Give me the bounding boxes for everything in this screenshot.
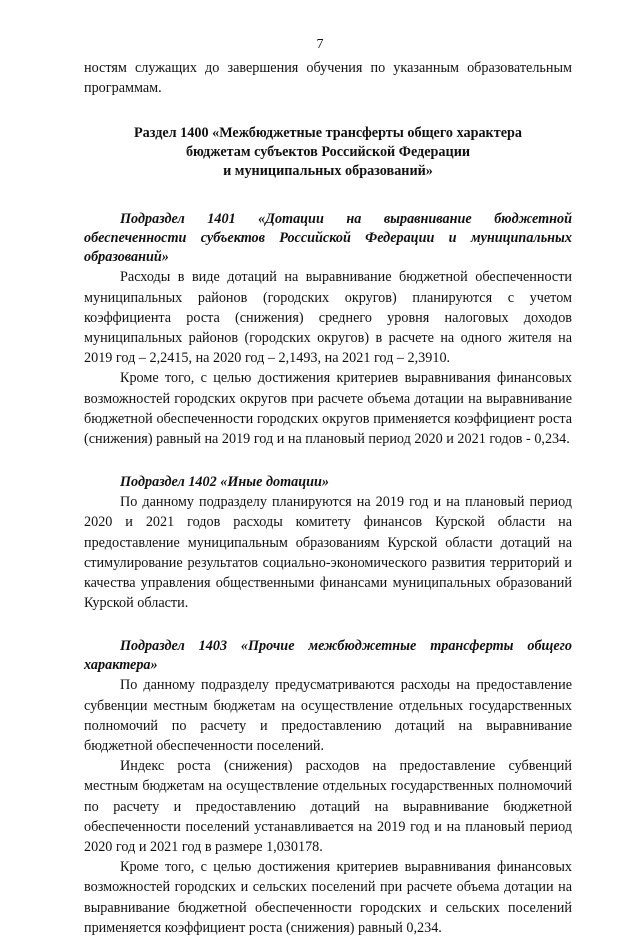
subsection-heading: Подраздел 1401 «Дотации на выравнивание бюджетной обеспеченности субъектов Российской Федерации и муниципальных образований» xyxy=(84,211,572,266)
subsection-heading: Подраздел 1402 «Иные дотации» xyxy=(120,474,329,491)
subsection-1403 xyxy=(84,637,572,938)
page-number: 7 xyxy=(316,37,324,52)
document-body xyxy=(84,58,572,938)
intro-paragraph: ностям служащих до завершения обучения по указанным образовательным программам. xyxy=(84,60,572,97)
section-heading-line: Раздел 1400 «Межбюджетные трансферты общего характера xyxy=(134,125,522,142)
subsection-1402 xyxy=(84,473,572,613)
subsection-heading: Подраздел 1403 «Прочие межбюджетные трансферты общего характера» xyxy=(84,638,572,674)
paragraph: По данному подразделу планируются на 2019 год и на плановый период 2020 и 2021 годов расходы комитету финансов Курской области на предоставление муниципальным образованиям Курской области дотаций на стимулирование результатов социально-экономического развития территорий и качества управления общественными финансами муниципальных образований Курской области. xyxy=(84,494,572,612)
paragraph: Расходы в виде дотаций на выравнивание бюджетной обеспеченности муниципальных районов (городских округов) планируются с учетом коэффициента роста (снижения) среднего уровня налоговых доходов муниципальных районов (городских округов) в расчете на одного жителя на 2019 год – 2,2415, на 2020 год – 2,1493, на 2021 год – 2,3910. xyxy=(84,269,572,367)
section-heading-line: бюджетам субъектов Российской Федерации xyxy=(185,144,471,161)
section-heading xyxy=(84,124,572,181)
paragraph: По данному подразделу предусматриваются расходы на предоставление субвенции местным бюджетам на осуществление отдельных государственных полномочий по расчету и предоставлению дотаций на выравнивание бюджетной обеспеченности поселений. xyxy=(84,677,572,755)
paragraph: Кроме того, с целью достижения критериев выравнивания финансовых возможностей городских округов при расчете объема дотации на выравнивание бюджетной обеспеченности городских округов применяется коэффициент роста (снижения) равный на 2019 год и на плановый период 2020 и 2021 годов - 0,234. xyxy=(84,370,572,448)
paragraph: Индекс роста (снижения) расходов на предоставление субвенций местным бюджетам на осуществление отдельных государственных полномочий по расчету и предоставлению дотаций на выравнивание бюджетной обеспеченности поселений устанавливается на 2019 год и на плановый период 2020 год и 2021 год в размере 1,030178. xyxy=(84,758,572,856)
paragraph: Кроме того, с целью достижения критериев выравнивания финансовых возможностей городских и сельских поселений при расчете объема дотации на выравнивание бюджетной обеспеченности городских и сельских поселений применяется коэффициент роста (снижения) равный 0,234. xyxy=(84,859,572,936)
subsection-1401 xyxy=(84,210,572,449)
section-heading-line: и муниципальных образований» xyxy=(223,163,433,180)
